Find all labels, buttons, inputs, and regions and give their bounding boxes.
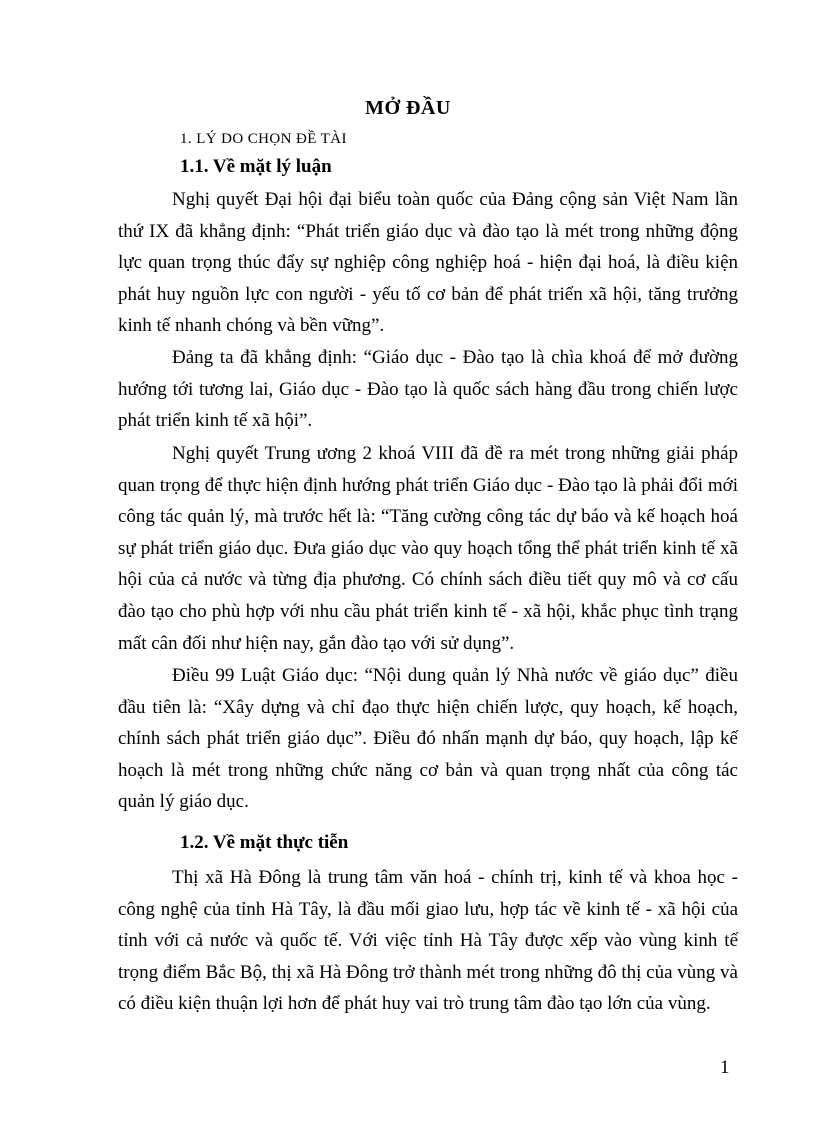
paragraph: Điều 99 Luật Giáo dục: “Nội dung quản lý Nhà nước về giáo dục” điều đầu tiên là: “Xây dựng và chỉ đạo thực hiện chiến lược, quy hoạch, kế hoạch, chính sách phát triển giáo dục”. Điều đó nhấn mạnh dự báo, quy hoạch, lập kế hoạch là mét trong những chức năng cơ bản và quan trọng nhất của công tác quản lý giáo dục. bbox=[118, 665, 738, 813]
page-number: 1 bbox=[720, 1057, 730, 1078]
subsection-heading-theory: 1.1. Về mặt lý luận bbox=[180, 156, 332, 177]
paragraph: Đảng ta đã khẳng định: “Giáo dục - Đào tạo là chìa khoá để mở đường hướng tới tương lai, Giáo dục - Đào tạo là quốc sách hàng đầu trong chiến lược phát triển kinh tế xã hội”. bbox=[118, 347, 738, 432]
subsection-heading-practice: 1.2. Về mặt thực tiễn bbox=[180, 832, 349, 853]
paragraph: Thị xã Hà Đông là trung tâm văn hoá - chính trị, kinh tế và khoa học - công nghệ của tỉnh Hà Tây, là đầu mối giao lưu, hợp tác về kinh tế - xã hội của tỉnh với cả nước và quốc tế. Với việc tỉnh Hà Tây được xếp vào vùng kinh tế trọng điểm Bắc Bộ, thị xã Hà Đông trở thành mét trong những đô thị của vùng và có điều kiện thuận lợi hơn để phát huy vai trò trung tâm đào tạo lớn của vùng. bbox=[118, 867, 738, 1015]
section-heading: 1. LÝ DO CHỌN ĐỀ TÀI bbox=[180, 131, 347, 147]
paragraph: Nghị quyết Đại hội đại biểu toàn quốc của Đảng cộng sản Việt Nam lần thứ IX đã khẳng định: “Phát triển giáo dục và đào tạo là mét trong những động lực quan trọng thúc đẩy sự nghiệp công nghiệp hoá - hiện đại hoá, là điều kiện phát huy nguồn lực con người - yếu tố cơ bản để phát triển xã hội, tăng trưởng kinh tế nhanh chóng và bền vững”. bbox=[118, 189, 738, 337]
paragraph: Nghị quyết Trung ương 2 khoá VIII đã đề ra mét trong những giải pháp quan trọng để thực hiện định hướng phát triển Giáo dục - Đào tạo là phải đổi mới công tác quản lý, mà trước hết là: “Tăng cường công tác dự báo và kế hoạch hoá sự phát triển giáo dục. Đưa giáo dục vào quy hoạch tổng thể phát triển kinh tế xã hội của cả nước và từng địa phương. Có chính sách điều tiết quy mô và cơ cấu đào tạo cho phù hợp với nhu cầu phát triển kinh tế - xã hội, khắc phục tình trạng mất cân đối như hiện nay, gắn đào tạo với sử dụng”. bbox=[118, 443, 738, 654]
page-title: MỞ ĐẦU bbox=[365, 97, 451, 119]
